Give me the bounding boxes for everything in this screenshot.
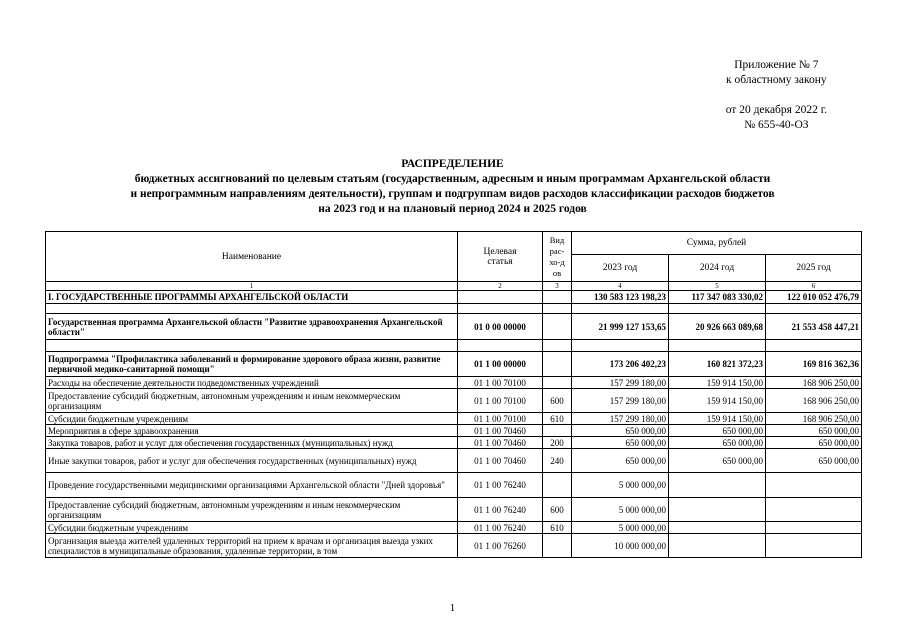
cell-2023: 157 299 180,00 xyxy=(572,377,669,389)
appendix-line-4: № 655-40-ОЗ xyxy=(744,119,809,131)
title-line-1: РАСПРЕДЕЛЕНИЕ xyxy=(401,158,504,170)
cell-2025: 168 906 250,00 xyxy=(766,377,862,389)
table-row xyxy=(46,413,862,425)
table-row xyxy=(46,291,862,304)
title-line-3: и непрограммным направлениям деятельности), группам и подгруппам видов расходов классификации расходов бюджетов xyxy=(130,188,775,200)
cell-2023: 130 583 123 198,23 xyxy=(572,291,669,304)
cell-article: 01 1 00 70460 xyxy=(458,425,543,437)
cell-article: 01 1 00 00000 xyxy=(458,352,543,377)
spacer-row xyxy=(46,340,862,352)
cell-2024: 20 926 663 089,68 xyxy=(669,314,766,340)
cell-type: 610 xyxy=(543,522,572,534)
cell-type: 600 xyxy=(543,498,572,522)
cell-2024: 159 914 150,00 xyxy=(669,377,766,389)
cell-2024: 650 000,00 xyxy=(669,425,766,437)
cell-article: 01 1 00 76240 xyxy=(458,473,543,498)
appendix-line-1: Приложение № 7 xyxy=(734,59,819,71)
cell-name: I. ГОСУДАРСТВЕННЫЕ ПРОГРАММЫ АРХАНГЕЛЬСКОЙ ОБЛАСТИ xyxy=(46,291,458,304)
title-line-4: на 2023 год и на плановый период 2024 и 2025 годов xyxy=(318,203,587,215)
cell-2025: 650 000,00 xyxy=(766,437,862,449)
cell-2024 xyxy=(669,522,766,534)
cell-type xyxy=(543,352,572,377)
cell-type xyxy=(543,291,572,304)
cell-article: 01 1 00 76240 xyxy=(458,498,543,522)
header-name: Наименование xyxy=(46,232,458,282)
cell-article: 01 1 00 70460 xyxy=(458,449,543,473)
colnum: 5 xyxy=(669,282,766,291)
cell-name: Закупка товаров, работ и услуг для обеспечения государственных (муниципальных) нужд xyxy=(46,437,458,449)
table-row xyxy=(46,377,862,389)
table-row xyxy=(46,534,862,558)
cell-2024: 160 821 372,23 xyxy=(669,352,766,377)
cell-name: Предоставление субсидий бюджетным, автономным учреждениям и иным некоммерческим организациям xyxy=(46,498,458,522)
cell-2025 xyxy=(766,498,862,522)
header-2024: 2024 год xyxy=(669,255,766,282)
cell-2025: 650 000,00 xyxy=(766,449,862,473)
cell-type: 240 xyxy=(543,449,572,473)
cell-article: 01 1 00 70100 xyxy=(458,413,543,425)
cell-name: Субсидии бюджетным учреждениям xyxy=(46,522,458,534)
cell-name: Субсидии бюджетным учреждениям xyxy=(46,413,458,425)
cell-2023: 173 206 402,23 xyxy=(572,352,669,377)
cell-2024: 159 914 150,00 xyxy=(669,389,766,413)
table-row xyxy=(46,314,862,340)
spacer-row xyxy=(46,304,862,314)
cell-article: 01 1 00 76240 xyxy=(458,522,543,534)
cell-type: 610 xyxy=(543,413,572,425)
cell-type: 200 xyxy=(543,437,572,449)
cell-name: Государственная программа Архангельской области "Развитие здравоохранения Архангельской области" xyxy=(46,314,458,340)
cell-2023: 157 299 180,00 xyxy=(572,389,669,413)
colnum: 4 xyxy=(572,282,669,291)
cell-article: 01 1 00 76260 xyxy=(458,534,543,558)
cell-2025: 122 010 052 476,79 xyxy=(766,291,862,304)
document-title xyxy=(0,157,905,217)
header-article: Целевая статья xyxy=(458,232,543,282)
cell-name: Расходы на обеспечение деятельности подведомственных учреждений xyxy=(46,377,458,389)
table-row xyxy=(46,473,862,498)
cell-name: Иные закупки товаров, работ и услуг для обеспечения государственных (муниципальных) нужд xyxy=(46,449,458,473)
cell-name: Организация выезда жителей удаленных территорий на прием к врачам и организация выезда узких специалистов в муниципальные образования, удаленные территории, в том xyxy=(46,534,458,558)
budget-table xyxy=(45,231,862,558)
table-row xyxy=(46,449,862,473)
cell-2023: 5 000 000,00 xyxy=(572,498,669,522)
appendix-line-3: от 20 декабря 2022 г. xyxy=(725,104,827,116)
table-row xyxy=(46,352,862,377)
cell-2025 xyxy=(766,534,862,558)
header-2025: 2025 год xyxy=(766,255,862,282)
cell-2025: 168 906 250,00 xyxy=(766,389,862,413)
cell-2023: 157 299 180,00 xyxy=(572,413,669,425)
cell-2025: 650 000,00 xyxy=(766,425,862,437)
cell-article xyxy=(458,291,543,304)
cell-2023: 650 000,00 xyxy=(572,449,669,473)
cell-name: Подпрограмма "Профилактика заболеваний и формирование здорового образа жизни, развитие первичной медико-санитарной помощи" xyxy=(46,352,458,377)
cell-type xyxy=(543,425,572,437)
appendix-line-2: к областному закону xyxy=(726,74,827,86)
cell-2025: 169 816 362,36 xyxy=(766,352,862,377)
title-line-2: бюджетных ассигнований по целевым статьям (государственным, адресным и иным программам Архангельской области xyxy=(134,173,771,185)
cell-2024: 650 000,00 xyxy=(669,449,766,473)
table-row xyxy=(46,389,862,413)
cell-article: 01 1 00 70460 xyxy=(458,437,543,449)
cell-2023: 650 000,00 xyxy=(572,425,669,437)
colnum: 3 xyxy=(543,282,572,291)
colnum: 1 xyxy=(46,282,458,291)
cell-type xyxy=(543,377,572,389)
cell-2024 xyxy=(669,473,766,498)
cell-2025 xyxy=(766,473,862,498)
cell-name: Мероприятия в сфере здравоохранения xyxy=(46,425,458,437)
cell-2025: 168 906 250,00 xyxy=(766,413,862,425)
cell-2023: 650 000,00 xyxy=(572,437,669,449)
cell-2023: 10 000 000,00 xyxy=(572,534,669,558)
cell-2024 xyxy=(669,534,766,558)
table-row xyxy=(46,437,862,449)
cell-2025 xyxy=(766,522,862,534)
table-row xyxy=(46,498,862,522)
cell-article: 01 1 00 70100 xyxy=(458,377,543,389)
appendix-block xyxy=(726,58,827,133)
cell-type xyxy=(543,534,572,558)
cell-2023: 21 999 127 153,65 xyxy=(572,314,669,340)
header-2023: 2023 год xyxy=(572,255,669,282)
cell-type xyxy=(543,473,572,498)
table-row xyxy=(46,522,862,534)
table-row xyxy=(46,425,862,437)
cell-2024: 650 000,00 xyxy=(669,437,766,449)
cell-name: Проведение государственными медицинскими организациями Архангельской области "Дней здоровья" xyxy=(46,473,458,498)
column-numbers-row xyxy=(46,282,862,291)
cell-2024: 117 347 083 330,02 xyxy=(669,291,766,304)
colnum: 2 xyxy=(458,282,543,291)
cell-type: 600 xyxy=(543,389,572,413)
header-expense-type: Вид рас-хо-дов xyxy=(543,232,572,282)
cell-2024 xyxy=(669,498,766,522)
page-number: 1 xyxy=(449,602,456,614)
cell-article: 01 0 00 00000 xyxy=(458,314,543,340)
colnum: 6 xyxy=(766,282,862,291)
cell-2024: 159 914 150,00 xyxy=(669,413,766,425)
cell-2023: 5 000 000,00 xyxy=(572,522,669,534)
cell-article: 01 1 00 70100 xyxy=(458,389,543,413)
cell-name: Предоставление субсидий бюджетным, автономным учреждениям и иным некоммерческим организациям xyxy=(46,389,458,413)
header-sum: Сумма, рублей xyxy=(572,232,862,255)
cell-type xyxy=(543,314,572,340)
cell-2023: 5 000 000,00 xyxy=(572,473,669,498)
cell-2025: 21 553 458 447,21 xyxy=(766,314,862,340)
